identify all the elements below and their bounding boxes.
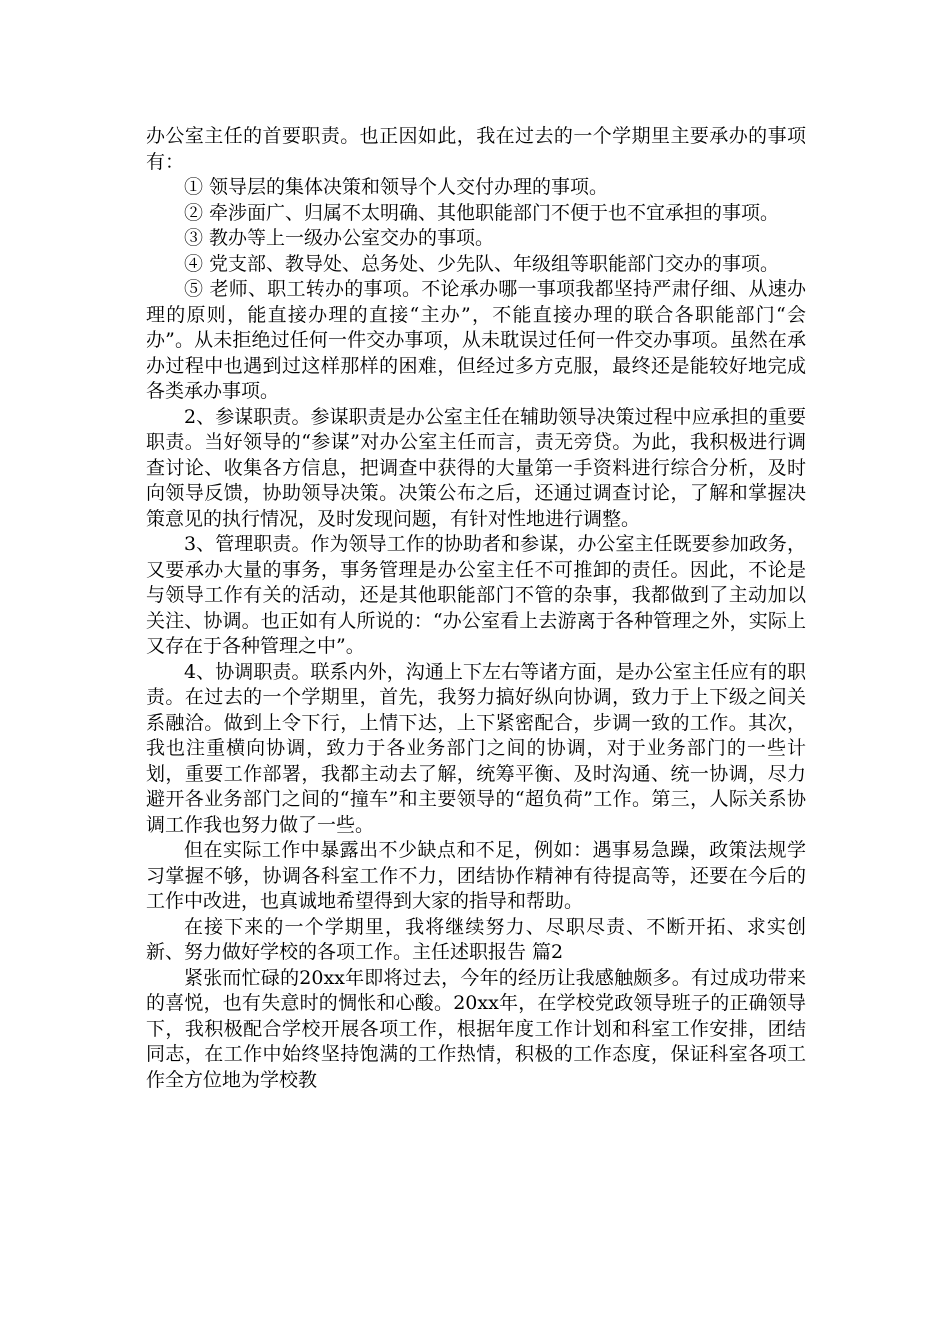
paragraph: 3、管理职责。作为领导工作的协助者和参谋，办公室主任既要参加政务，又要承办大量的事务，事务管理是办公室主任不可推卸的责任。因此，不论是与领导工作有关的活动，还是其他职能部门不管的杂事，我都做到了主动加以关注、协调。也正如有人所说的：“办公室看上去游离于各种管理之外，实际上又存在于各种管理之中”。	[146, 533, 806, 657]
paragraph: 4、协调职责。联系内外，沟通上下左右等诸方面，是办公室主任应有的职责。在过去的一个学期里，首先，我努力搞好纵向协调，致力于上下级之间关系融洽。做到上令下行，上情下达，上下紧密配合，步调一致的工作。其次，我也注重横向协调，致力于各业务部门之间的协调，对于业务部门的一些计划，重要工作部署，我都主动去了解，统筹平衡、及时沟通、统一协调，尽力避开各业务部门之间的“撞车”和主要领导的“超负荷”工作。第三，人际关系协调工作我也努力做了一些。	[146, 660, 806, 836]
paragraph: ⑤ 老师、职工转办的事项。不论承办哪一事项我都坚持严肃仔细、从速办理的原则，能直接办理的直接“主办”，不能直接办理的联合各职能部门“会办”。从未拒绝过任何一件交办事项，从未耽误过任何一件交办事项。虽然在承办过程中也遇到过这样那样的困难，但经过多方克服，最终还是能较好地完成各类承办事项。	[146, 278, 806, 402]
paragraph: 紧张而忙碌的20xx年即将过去，今年的经历让我感触颇多。有过成功带来的喜悦，也有失意时的惆怅和心酸。20xx年，在学校党政领导班子的正确领导下，我积极配合学校开展各项工作，根据年度工作计划和科室工作安排，团结同志，在工作中始终坚持饱满的工作热情，积极的工作态度，保证科室各项工作全方位地为学校教	[146, 966, 806, 1091]
paragraph: ③ 教办等上一级办公室交办的事项。	[184, 227, 495, 249]
paragraph: 在接下来的一个学期里，我将继续努力、尽职尽责、不断开拓、求实创新、努力做好学校的各项工作。主任述职报告 篇2	[146, 915, 806, 963]
paragraph: 但在实际工作中暴露出不少缺点和不足，例如：遇事易急躁，政策法规学习掌握不够，协调各科室工作不力，团结协作精神有待提高等，还要在今后的工作中改进，也真诚地希望得到大家的指导和帮助。	[146, 839, 806, 912]
paragraph: ① 领导层的集体决策和领导个人交付办理的事项。	[184, 176, 609, 198]
paragraph: ② 牵涉面广、归属不太明确、其他职能部门不便于也不宜承担的事项。	[184, 201, 780, 224]
paragraph: 2、参谋职责。参谋职责是办公室主任在辅助领导决策过程中应承担的重要职责。当好领导的“参谋”对办公室主任而言，责无旁贷。为此，我积极进行调查讨论、收集各方信息，把调查中获得的大量第一手资料进行综合分析，及时向领导反馈，协助领导决策。决策公布之后，还通过调查讨论，了解和掌握决策意见的执行情况，及时发现问题，有针对性地进行调整。	[146, 405, 806, 530]
document-body	[146, 124, 806, 1093]
paragraph: ④ 党支部、教导处、总务处、少先队、年级组等职能部门交办的事项。	[184, 252, 780, 275]
paragraph: 办公室主任的首要职责。也正因如此，我在过去的一个学期里主要承办的事项有：	[146, 125, 806, 173]
